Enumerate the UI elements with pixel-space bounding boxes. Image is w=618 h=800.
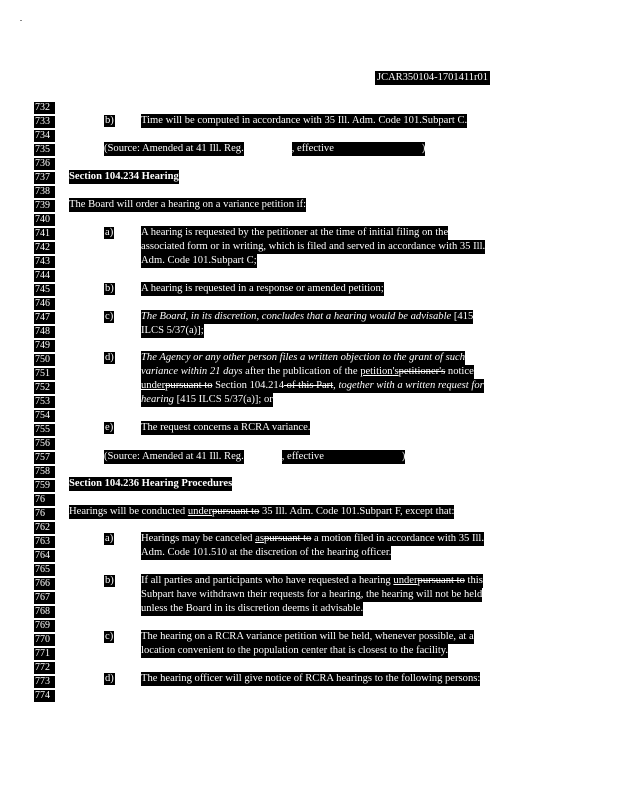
- source-note-2-close: ): [401, 451, 406, 462]
- source-note-1-prefix: (Source: Amended at 41 Ill. Reg.: [104, 143, 244, 154]
- intro-insert-under: under: [187, 506, 212, 517]
- cancel-text-a: Hearings may be canceled: [141, 533, 256, 544]
- source-note-1: [104, 142, 425, 156]
- item-c-line-2: ILCS 5/37(a)];: [141, 324, 204, 338]
- item-label-a: a): [105, 227, 114, 238]
- line-number: 752: [34, 382, 55, 394]
- source-note-2-prefix: (Source: Amended at 41 Ill. Reg.: [104, 451, 244, 462]
- intro-strike-pursuant: pursuant to: [211, 506, 260, 517]
- line-number: 768: [34, 606, 55, 618]
- line-number: 771: [34, 648, 55, 660]
- cancel-insert-as: as: [255, 533, 264, 544]
- item-c-cite: [415: [451, 311, 474, 322]
- line-number: 76: [34, 494, 55, 506]
- withdrawn-insert-under: under: [393, 575, 418, 586]
- line-number: 773: [34, 676, 55, 688]
- line-number: 749: [34, 340, 55, 352]
- line-number: 754: [34, 410, 55, 422]
- item-c-italic: The Board, in its discretion, concludes that a hearing would be advisable: [141, 311, 452, 322]
- line-number: 742: [34, 242, 55, 254]
- item-a-line-3: Adm. Code 101.Subpart C;: [141, 254, 257, 268]
- line-number: 737: [34, 172, 55, 184]
- line-number: 746: [34, 298, 55, 310]
- section-104-236-title: Section 104.236 Hearing Procedures: [69, 477, 232, 491]
- item-b-text: A hearing is requested in a response or amended petition;: [141, 282, 384, 296]
- line-number: 748: [34, 326, 55, 338]
- line-number: 750: [34, 354, 55, 366]
- item-d-notice: notice: [445, 366, 474, 377]
- source-note-2-effective: , effective: [281, 451, 324, 462]
- item-d-strike-part: of this Part: [284, 380, 334, 391]
- intro-text-b: 35 Ill. Adm. Code 101.Subpart F, except that:: [259, 506, 455, 517]
- rcra-location-line-2: location convenient to the population center that is closest to the facility.: [141, 644, 448, 658]
- rcra-notice-text: The hearing officer will give notice of RCRA hearings to the following persons:: [141, 672, 480, 686]
- withdrawn-text-a: If all parties and participants who have requested a hearing: [141, 575, 394, 586]
- withdrawn-line-2: Subpart have withdrawn their requests for a hearing, the hearing will not be held: [141, 588, 482, 602]
- hearing-procedures-intro: [69, 505, 454, 519]
- item-label-b: b): [105, 575, 114, 586]
- scan-speck: [20, 20, 22, 21]
- item-d-strike-pursuant: pursuant to: [165, 380, 213, 391]
- item-d-line-4: [141, 393, 273, 407]
- item-d-insert-under: under: [141, 380, 166, 391]
- item-d-line-1: The Agency or any other person files a written objection to the grant of such: [141, 351, 465, 365]
- item-d-italic-2: , together with a written request for: [333, 380, 484, 391]
- intro-text-a: Hearings will be conducted: [69, 506, 188, 517]
- line-number: 756: [34, 438, 55, 450]
- line-number: 740: [34, 214, 55, 226]
- line-number: 764: [34, 550, 55, 562]
- item-d-insert-petition: petition: [360, 366, 393, 377]
- hearing-order-intro: The Board will order a hearing on a variance petition if:: [69, 198, 306, 212]
- item-label-d: d): [105, 352, 114, 363]
- line-number: 738: [34, 186, 55, 198]
- item-label-d: d): [105, 673, 114, 684]
- item-label-e: e): [105, 422, 114, 433]
- source-note-1-effective: , effective: [291, 143, 334, 154]
- section-104-234-title: Section 104.234 Hearing: [69, 170, 179, 184]
- item-label-c: c): [105, 631, 114, 642]
- line-number: 755: [34, 424, 55, 436]
- source-note-1-close: ): [421, 143, 426, 154]
- time-computation-text: Time will be computed in accordance with 35 Ill. Adm. Code 101.Subpart C.: [141, 114, 467, 128]
- item-d-italic-1: variance within 21 days: [141, 366, 243, 377]
- line-number: 753: [34, 396, 55, 408]
- item-a-line-2: associated form or in writing, which is filed and served in accordance with 35 Ill.: [141, 240, 485, 254]
- item-label-b: b): [105, 115, 114, 126]
- document-code-header: JCAR350104-1701411r01: [377, 72, 489, 83]
- line-number: 770: [34, 634, 55, 646]
- line-number: 745: [34, 284, 55, 296]
- item-d-line-3: [141, 379, 484, 393]
- line-number: 766: [34, 578, 55, 590]
- item-d-insert-s: 's: [392, 366, 399, 377]
- line-number: 757: [34, 452, 55, 464]
- item-d-strike-petitioner: petitioner's: [398, 366, 446, 377]
- line-number: 732: [34, 102, 55, 114]
- line-number: 765: [34, 564, 55, 576]
- withdrawn-text-b: this: [464, 575, 483, 586]
- item-d-text-1: after the publication of the: [242, 366, 361, 377]
- item-c-line-1: [141, 310, 473, 324]
- line-number: 735: [34, 144, 55, 156]
- withdrawn-strike-pursuant: pursuant to: [417, 575, 465, 586]
- withdrawn-line-1: [141, 574, 483, 588]
- line-number: 751: [34, 368, 55, 380]
- line-number: 733: [34, 116, 55, 128]
- item-label-c: c): [105, 311, 114, 322]
- line-number: 767: [34, 592, 55, 604]
- rcra-location-line-1: The hearing on a RCRA variance petition will be held, whenever possible, at a: [141, 630, 474, 644]
- cancel-strike-pursuant: pursuant to: [263, 533, 312, 544]
- line-number: 758: [34, 466, 55, 478]
- item-d-cite: [415 ILCS 5/37(a)]; or: [173, 394, 273, 405]
- cancel-text-b: a motion filed in accordance with 35 Ill.: [311, 533, 485, 544]
- line-number: 763: [34, 536, 55, 548]
- line-number: 744: [34, 270, 55, 282]
- line-number: 772: [34, 662, 55, 674]
- item-d-line-2: [141, 365, 474, 379]
- cancel-hearing-line-2: Adm. Code 101.510 at the discretion of the hearing officer.: [141, 546, 391, 560]
- line-number: 762: [34, 522, 55, 534]
- line-number: 769: [34, 620, 55, 632]
- line-number: 736: [34, 158, 55, 170]
- line-number: 76: [34, 508, 55, 520]
- line-number: 739: [34, 200, 55, 212]
- item-e-text: The request concerns a RCRA variance.: [141, 421, 310, 435]
- item-d-italic-3: hearing: [141, 394, 174, 405]
- item-d-section-ref: Section 104.214: [212, 380, 285, 391]
- item-label-a: a): [105, 533, 114, 544]
- line-number: 747: [34, 312, 55, 324]
- line-number: 774: [34, 690, 55, 702]
- withdrawn-line-3: unless the Board in its discretion deems it advisable.: [141, 602, 363, 616]
- line-number: 741: [34, 228, 55, 240]
- source-note-2: [104, 450, 405, 464]
- line-number: 734: [34, 130, 55, 142]
- cancel-hearing-line-1: [141, 532, 484, 546]
- line-number: 743: [34, 256, 55, 268]
- item-label-b: b): [105, 283, 114, 294]
- item-a-line-1: A hearing is requested by the petitioner at the time of initial filing on the: [141, 226, 448, 240]
- line-number: 759: [34, 480, 55, 492]
